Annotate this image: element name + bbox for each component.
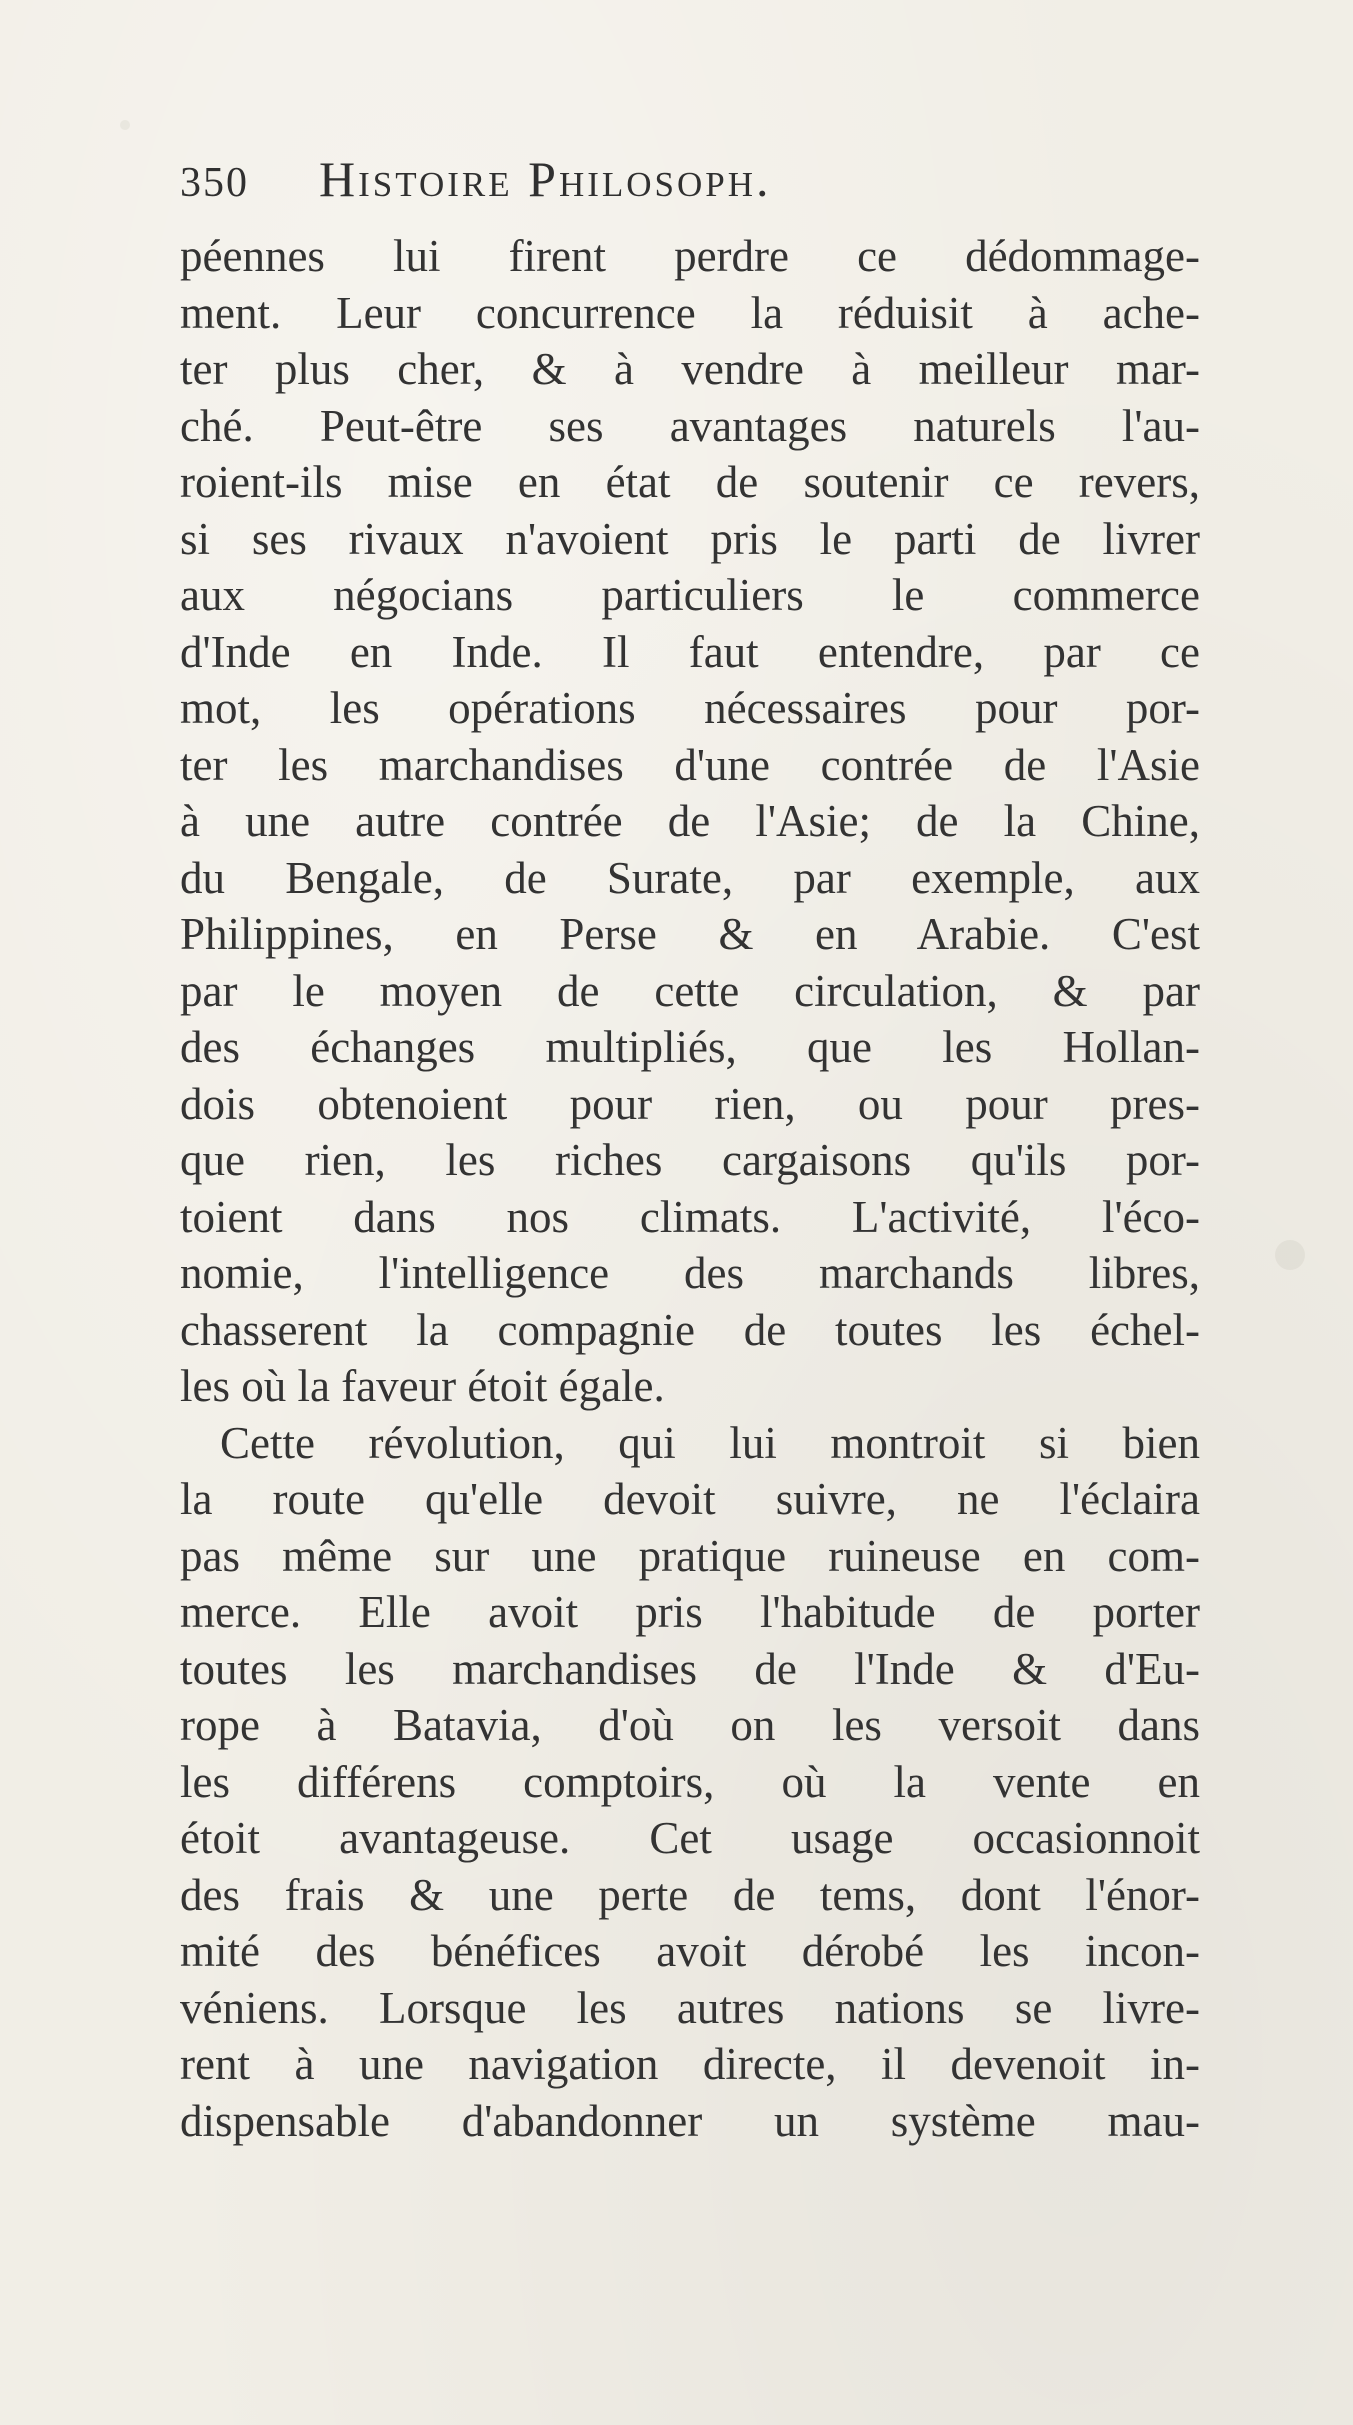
text-line: étoit avantageuse. Cet usage occasionnoit <box>180 1813 1200 1863</box>
running-title: Histoire Philosoph. <box>319 151 772 207</box>
text-line: aux négocians particuliers le commerce <box>180 570 1200 620</box>
text-line: des échanges multipliés, que les Hollan- <box>180 1022 1200 1072</box>
text-line: mité des bénéfices avoit dérobé les incon- <box>180 1926 1200 1976</box>
text-line: merce. Elle avoit pris l'habitude de porter <box>180 1587 1200 1637</box>
text-line: rope à Batavia, d'où on les versoit dans <box>180 1700 1200 1750</box>
text-line: véniens. Lorsque les autres nations se livre- <box>180 1982 1200 2033</box>
text-line: dois obtenoient pour rien, ou pour pres- <box>180 1078 1200 1129</box>
text-line: ché. Peut-être ses avantages naturels l'au- <box>180 400 1200 451</box>
text-line: mot, les opérations nécessaires pour por- <box>180 683 1200 733</box>
text-line: pas même sur une pratique ruineuse en com- <box>180 1530 1200 1581</box>
text-line: la route qu'elle devoit suivre, ne l'éclaira <box>180 1474 1200 1524</box>
text-line: roient-ils mise en état de soutenir ce revers, <box>180 457 1200 507</box>
body-text <box>180 228 1200 2149</box>
text-line: à une autre contrée de l'Asie; de la Chine, <box>180 796 1200 846</box>
text-line: du Bengale, de Surate, par exemple, aux <box>180 852 1200 903</box>
text-line: Philippines, en Perse & en Arabie. C'est <box>180 909 1200 959</box>
text-line: rent à une navigation directe, il devenoit in- <box>180 2039 1200 2089</box>
text-line: par le moyen de cette circulation, & par <box>180 965 1200 1016</box>
text-line: toient dans nos climats. L'activité, l'éco- <box>180 1191 1200 1242</box>
text-line: les où la faveur étoit égale. <box>180 1361 665 1411</box>
text-line: Cette révolution, qui lui montroit si bien <box>220 1417 1200 1468</box>
page-header <box>180 150 1180 220</box>
text-line: dispensable d'abandonner un système mau- <box>180 2095 1200 2146</box>
text-line: des frais & une perte de tems, dont l'énor- <box>180 1869 1200 1920</box>
text-line: les différens comptoirs, où la vente en <box>180 1756 1200 1807</box>
text-line: péennes lui firent perdre ce dédommage- <box>180 231 1200 281</box>
paper-blemish <box>1275 1240 1305 1270</box>
text-line: chasserent la compagnie de toutes les échel- <box>180 1304 1200 1355</box>
text-line: ter les marchandises d'une contrée de l'Asie <box>180 739 1200 790</box>
text-line: ter plus cher, & à vendre à meilleur mar- <box>180 344 1200 394</box>
text-line: nomie, l'intelligence des marchands libres, <box>180 1248 1200 1298</box>
text-line: toutes les marchandises de l'Inde & d'Eu- <box>180 1643 1200 1694</box>
page-number: 350 <box>180 160 249 206</box>
text-line: que rien, les riches cargaisons qu'ils por- <box>180 1135 1200 1185</box>
text-line: si ses rivaux n'avoient pris le parti de livrer <box>180 513 1200 564</box>
text-line: ment. Leur concurrence la réduisit à ache- <box>180 287 1200 338</box>
paper-blemish <box>120 120 130 130</box>
text-line: d'Inde en Inde. Il faut entendre, par ce <box>180 626 1200 677</box>
